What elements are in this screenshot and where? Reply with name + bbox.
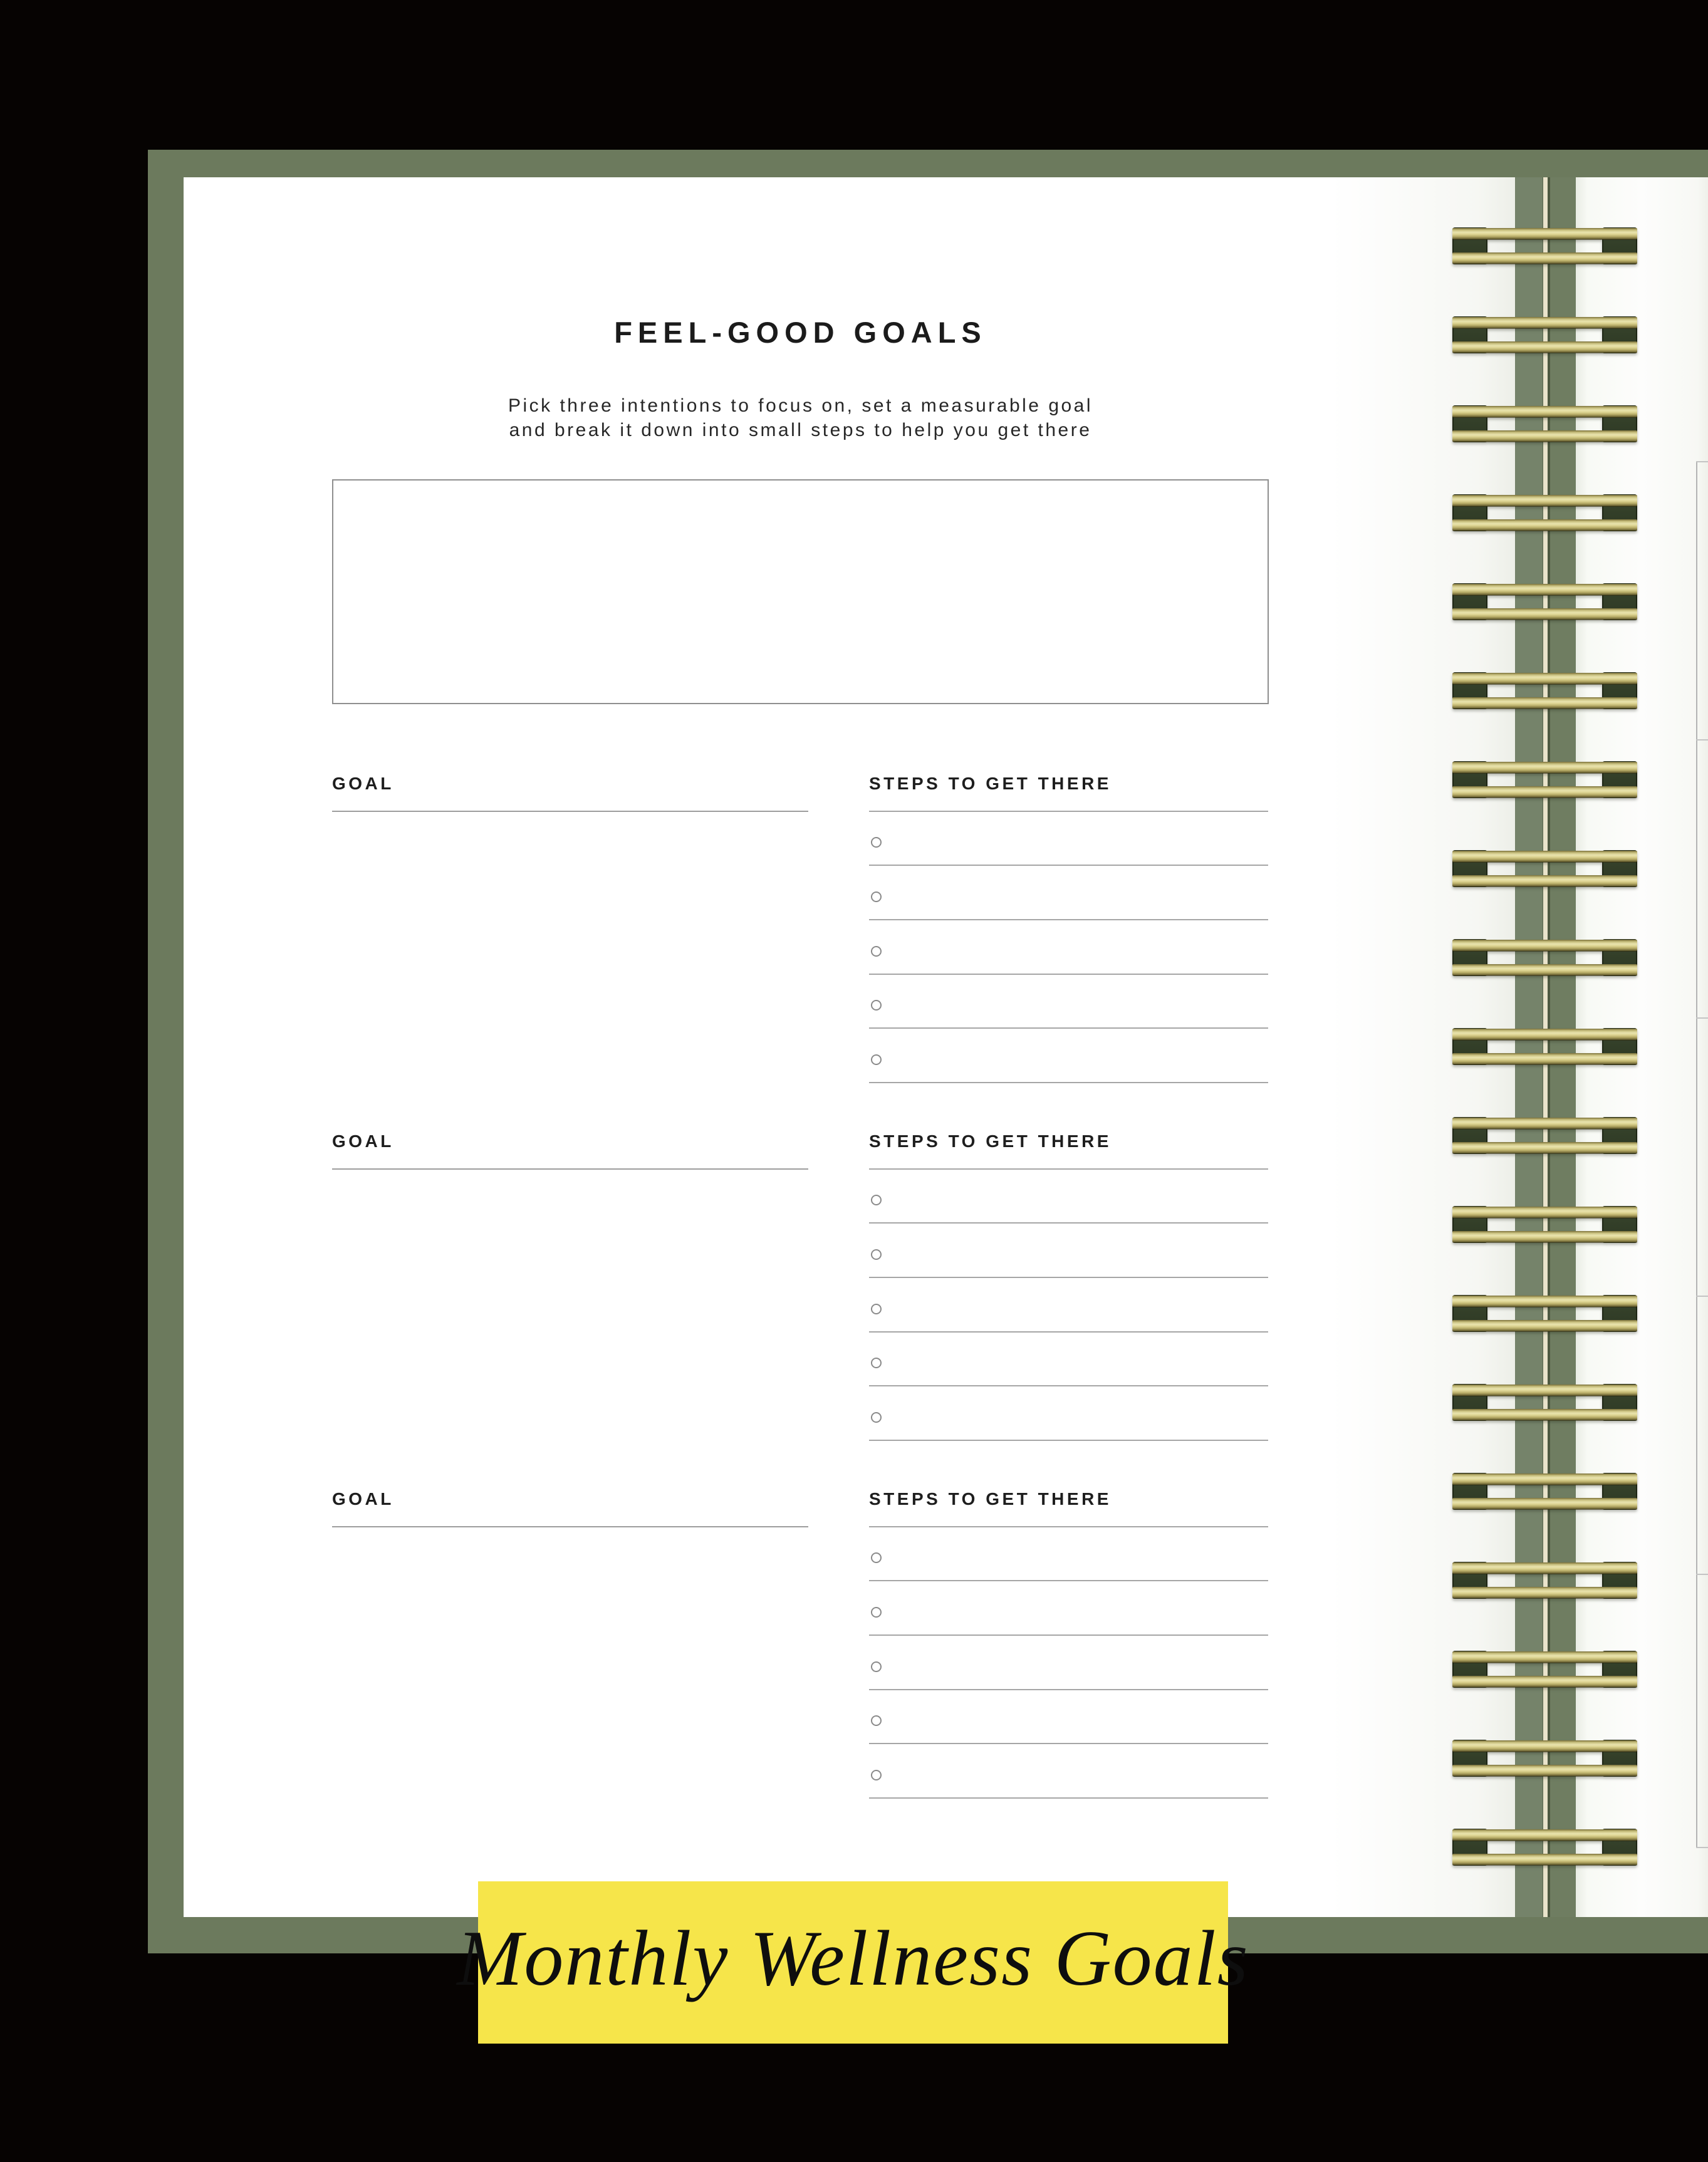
next-page-grid-hline: [1696, 461, 1708, 462]
step-checkbox-circle[interactable]: [871, 1249, 882, 1260]
binding-coil: [1452, 1473, 1637, 1510]
step-checkbox-circle[interactable]: [871, 1304, 882, 1314]
coil-gold-bar: [1452, 495, 1637, 506]
step-checkbox-circle[interactable]: [871, 1607, 882, 1618]
bottom-banner: [457, 1881, 1249, 2044]
step-input-line[interactable]: [869, 1082, 1268, 1083]
binding-coil: [1452, 761, 1637, 798]
coil-gold-bar: [1452, 1142, 1637, 1153]
steps-label: STEPS TO GET THERE: [869, 774, 1112, 793]
steps-header-line: [869, 1526, 1268, 1527]
coil-gold-bar: [1452, 519, 1637, 531]
binding-coil: [1452, 405, 1637, 442]
coil-gold-bar: [1452, 762, 1637, 773]
next-page-grid-hline: [1696, 1847, 1708, 1848]
coil-gold-bar: [1452, 1473, 1637, 1485]
coil-gold-bar: [1452, 1320, 1637, 1331]
binding-coil: [1452, 583, 1637, 620]
binding-coil: [1452, 1028, 1637, 1065]
goal-input-line[interactable]: [332, 1526, 808, 1527]
coil-gold-bar: [1452, 940, 1637, 951]
binding-coil: [1452, 1562, 1637, 1599]
step-checkbox-circle[interactable]: [871, 1552, 882, 1563]
next-page-grid-hline: [1696, 1296, 1708, 1297]
coil-gold-bar: [1452, 875, 1637, 886]
step-input-line[interactable]: [869, 1331, 1268, 1333]
banner-text: Monthly Wellness Goals: [457, 1915, 1249, 2002]
goal-label: GOAL: [332, 774, 394, 793]
coil-gold-bar: [1452, 1231, 1637, 1242]
binding-coil: [1452, 1829, 1637, 1866]
binding-coil: [1452, 1206, 1637, 1243]
goal-input-line[interactable]: [332, 1168, 808, 1170]
goal-input-line[interactable]: [332, 811, 808, 812]
coil-gold-bar: [1452, 608, 1637, 620]
step-checkbox-circle[interactable]: [871, 1661, 882, 1672]
coil-gold-bar: [1452, 1651, 1637, 1663]
step-checkbox-circle[interactable]: [871, 891, 882, 902]
coil-gold-bar: [1452, 1829, 1637, 1841]
coil-gold-bar: [1452, 1053, 1637, 1064]
coil-gold-bar: [1452, 317, 1637, 328]
coil-gold-bar: [1452, 697, 1637, 709]
steps-label: STEPS TO GET THERE: [869, 1131, 1112, 1151]
step-input-line[interactable]: [869, 1027, 1268, 1029]
binding-coil: [1452, 316, 1637, 353]
step-input-line[interactable]: [869, 1689, 1268, 1690]
coil-gold-bar: [1452, 851, 1637, 862]
step-checkbox-circle[interactable]: [871, 946, 882, 957]
binding-coil: [1452, 939, 1637, 976]
goal-section: [332, 1132, 1269, 1445]
binding-coil: [1452, 1651, 1637, 1688]
coil-gold-bar: [1452, 1118, 1637, 1129]
coil-gold-bar: [1452, 1765, 1637, 1776]
step-input-line[interactable]: [869, 1634, 1268, 1636]
coil-gold-bar: [1452, 673, 1637, 684]
coil-gold-bar: [1452, 1854, 1637, 1865]
binding-coil: [1452, 1295, 1637, 1332]
coil-gold-bar: [1452, 1409, 1637, 1420]
coil-gold-bar: [1452, 1296, 1637, 1307]
binding-coil: [1452, 850, 1637, 887]
step-checkbox-circle[interactable]: [871, 1770, 882, 1780]
step-input-line[interactable]: [869, 865, 1268, 866]
step-input-line[interactable]: [869, 1797, 1268, 1799]
coil-gold-bar: [1452, 584, 1637, 595]
step-checkbox-circle[interactable]: [871, 1195, 882, 1205]
coil-gold-bar: [1452, 430, 1637, 442]
step-input-line[interactable]: [869, 1440, 1268, 1441]
next-page-grid-vline: [1696, 461, 1697, 1847]
step-checkbox-circle[interactable]: [871, 1358, 882, 1368]
coil-gold-bar: [1452, 786, 1637, 798]
step-checkbox-circle[interactable]: [871, 1412, 882, 1423]
coil-gold-bar: [1452, 1385, 1637, 1396]
coil-gold-bar: [1452, 1562, 1637, 1574]
goal-label: GOAL: [332, 1489, 394, 1509]
goal-section: [332, 1490, 1269, 1803]
step-input-line[interactable]: [869, 1580, 1268, 1581]
goal-section: [332, 774, 1269, 1088]
coil-gold-bar: [1452, 1029, 1637, 1040]
steps-label: STEPS TO GET THERE: [869, 1489, 1112, 1509]
binding-coil: [1452, 1740, 1637, 1777]
coil-gold-bar: [1452, 1587, 1637, 1598]
coil-gold-bar: [1452, 406, 1637, 417]
step-input-line[interactable]: [869, 1277, 1268, 1278]
step-checkbox-circle[interactable]: [871, 837, 882, 848]
step-checkbox-circle[interactable]: [871, 1715, 882, 1726]
next-page-grid-hline: [1696, 1017, 1708, 1019]
page-subtitle-line-2: and break it down into small steps to help you get there: [509, 420, 1092, 440]
binding-coil: [1452, 672, 1637, 709]
coil-gold-bar: [1452, 252, 1637, 264]
coil-gold-bar: [1452, 964, 1637, 975]
steps-header-line: [869, 1168, 1268, 1170]
coil-gold-bar: [1452, 1740, 1637, 1752]
binding-coil: [1452, 1384, 1637, 1421]
notes-box[interactable]: [332, 479, 1269, 704]
step-input-line[interactable]: [869, 919, 1268, 920]
step-input-line[interactable]: [869, 974, 1268, 975]
coil-gold-bar: [1452, 1498, 1637, 1509]
binding-coil: [1452, 1117, 1637, 1154]
goal-label: GOAL: [332, 1131, 394, 1151]
coil-gold-bar: [1452, 1676, 1637, 1687]
page-subtitle: [332, 393, 1269, 442]
page-title: FEEL-GOOD GOALS: [614, 316, 987, 349]
next-page-grid-hline: [1696, 1574, 1708, 1575]
binding-coil: [1452, 494, 1637, 531]
step-input-line[interactable]: [869, 1385, 1268, 1386]
next-page-grid-hline: [1696, 739, 1708, 741]
step-input-line[interactable]: [869, 1222, 1268, 1224]
coil-gold-bar: [1452, 341, 1637, 353]
coil-gold-bar: [1452, 228, 1637, 239]
step-checkbox-circle[interactable]: [871, 1000, 882, 1011]
step-input-line[interactable]: [869, 1743, 1268, 1744]
step-checkbox-circle[interactable]: [871, 1054, 882, 1065]
coil-gold-bar: [1452, 1207, 1637, 1218]
steps-header-line: [869, 811, 1268, 812]
binding-coil: [1452, 227, 1637, 264]
page-subtitle-line-1: Pick three intentions to focus on, set a measurable goal: [508, 395, 1093, 416]
